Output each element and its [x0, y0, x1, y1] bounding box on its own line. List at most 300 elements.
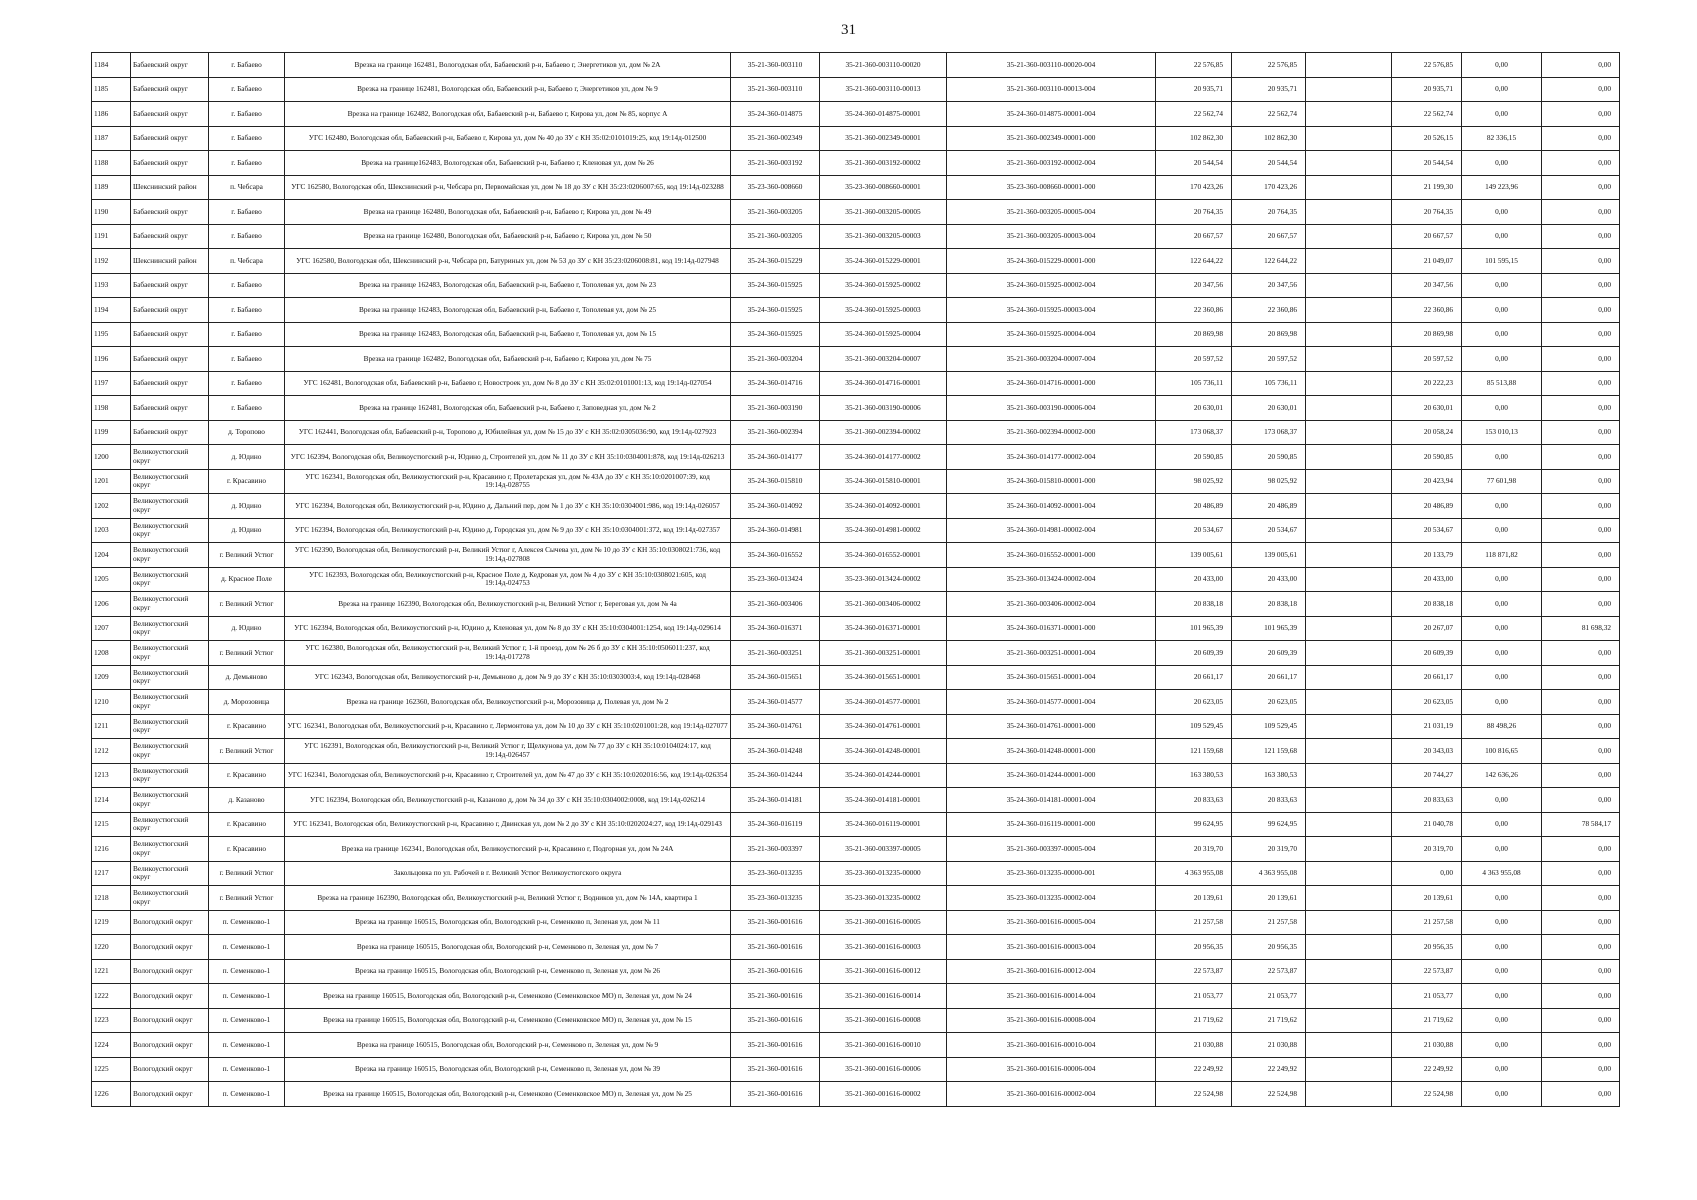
amount-total-cell: 20 764,35: [1156, 200, 1232, 225]
amount-year-3-cell: 0,00: [1542, 420, 1620, 445]
row-number-cell: 1204: [92, 543, 131, 568]
district-cell: Великоустюгский округ: [131, 812, 209, 837]
object-code-cell: 35-24-360-014181: [731, 788, 820, 813]
subobject-code-cell: 35-24-360-014181-00001: [820, 788, 947, 813]
district-cell: Бабаевский округ: [131, 224, 209, 249]
amount-year-2-cell: 0,00: [1462, 347, 1542, 372]
table-row: [92, 420, 1620, 445]
table-row: [92, 224, 1620, 249]
amount-total-cell: 20 869,98: [1156, 322, 1232, 347]
element-code-cell: 35-21-360-003192-00002-004: [947, 151, 1156, 176]
object-address-cell: Врезка на границе 160515, Вологодская обл, Вологодский р-н, Семенково (Семенковское МО) п, Зеленая ул, дом № 24: [285, 984, 731, 1009]
amount-plan-cell: 122 644,22: [1232, 249, 1306, 274]
district-cell: Бабаевский округ: [131, 126, 209, 151]
amount-total-cell: 22 360,86: [1156, 298, 1232, 323]
table-row: [92, 567, 1620, 592]
district-cell: Вологодский округ: [131, 1008, 209, 1033]
amount-year-1-cell: 20 956,35: [1392, 935, 1462, 960]
amount-total-cell: 22 249,92: [1156, 1057, 1232, 1082]
amount-year-2-cell: 0,00: [1462, 445, 1542, 470]
amount-total-cell: 20 319,70: [1156, 837, 1232, 862]
amount-plan-cell: 22 249,92: [1232, 1057, 1306, 1082]
object-code-cell: 35-21-360-001616: [731, 959, 820, 984]
object-address-cell: УГС 162343, Вологодская обл, Великоустюгский р-н, Демьяново д, дом № 9 до ЗУ с КН 35:10:0303003:4, код 19:14д-028468: [285, 665, 731, 690]
district-cell: Великоустюгский округ: [131, 763, 209, 788]
settlement-cell: г. Бабаево: [209, 322, 285, 347]
district-cell: Бабаевский округ: [131, 420, 209, 445]
amount-plan-cell: 20 838,18: [1232, 592, 1306, 617]
amount-total-cell: 20 544,54: [1156, 151, 1232, 176]
table-row: [92, 910, 1620, 935]
row-number-cell: 1220: [92, 935, 131, 960]
amount-year-3-cell: 0,00: [1542, 102, 1620, 127]
amount-year-3-cell: 0,00: [1542, 126, 1620, 151]
row-number-cell: 1218: [92, 886, 131, 911]
amount-blank-cell: [1306, 396, 1392, 421]
amount-year-2-cell: 142 636,26: [1462, 763, 1542, 788]
subobject-code-cell: 35-21-360-003204-00007: [820, 347, 947, 372]
table-row: [92, 469, 1620, 494]
subobject-code-cell: 35-24-360-016552-00001: [820, 543, 947, 568]
amount-year-1-cell: 22 524,98: [1392, 1082, 1462, 1107]
district-cell: Бабаевский округ: [131, 371, 209, 396]
amount-year-1-cell: 20 433,00: [1392, 567, 1462, 592]
amount-total-cell: 173 068,37: [1156, 420, 1232, 445]
amount-year-1-cell: 22 249,92: [1392, 1057, 1462, 1082]
amount-plan-cell: 21 053,77: [1232, 984, 1306, 1009]
amount-year-2-cell: 82 336,15: [1462, 126, 1542, 151]
amount-year-3-cell: 0,00: [1542, 739, 1620, 764]
amount-year-2-cell: 0,00: [1462, 273, 1542, 298]
amount-total-cell: 20 486,89: [1156, 494, 1232, 519]
settlement-cell: г. Бабаево: [209, 347, 285, 372]
district-cell: Великоустюгский округ: [131, 469, 209, 494]
amount-blank-cell: [1306, 77, 1392, 102]
row-number-cell: 1224: [92, 1033, 131, 1058]
amount-plan-cell: 163 380,53: [1232, 763, 1306, 788]
table-row: [92, 102, 1620, 127]
element-code-cell: 35-21-360-003205-00003-004: [947, 224, 1156, 249]
amount-total-cell: 20 661,17: [1156, 665, 1232, 690]
amount-year-2-cell: 4 363 955,08: [1462, 861, 1542, 886]
amount-blank-cell: [1306, 567, 1392, 592]
amount-plan-cell: 20 623,05: [1232, 690, 1306, 715]
amount-year-3-cell: 0,00: [1542, 200, 1620, 225]
object-address-cell: УГС 162441, Вологодская обл, Бабаевский р-н, Торопово д, Юбилейная ул, дом № 15 до ЗУ с КН 35:02:0305036:90, код 19:14д-027923: [285, 420, 731, 445]
amount-total-cell: 20 956,35: [1156, 935, 1232, 960]
object-address-cell: Врезка на границе 162481, Вологодская обл, Бабаевский р-н, Бабаево г, Энергетиков ул, дом № 2А: [285, 53, 731, 78]
row-number-cell: 1226: [92, 1082, 131, 1107]
amount-year-2-cell: 0,00: [1462, 935, 1542, 960]
district-cell: Бабаевский округ: [131, 347, 209, 372]
settlement-cell: д. Демьяново: [209, 665, 285, 690]
element-code-cell: 35-24-360-014761-00001-000: [947, 714, 1156, 739]
amount-blank-cell: [1306, 714, 1392, 739]
object-address-cell: Врезка на границе 162483, Вологодская обл, Бабаевский р-н, Бабаево г, Тополевая ул, дом № 25: [285, 298, 731, 323]
amount-year-1-cell: 20 764,35: [1392, 200, 1462, 225]
object-address-cell: УГС 162394, Вологодская обл, Великоустюгский р-н, Юдино д, Строителей ул, дом № 11 до ЗУ с КН 35:10:0304001:878, код 19:14д-026213: [285, 445, 731, 470]
object-code-cell: 35-24-360-015925: [731, 322, 820, 347]
amount-blank-cell: [1306, 959, 1392, 984]
element-code-cell: 35-21-360-001616-00012-004: [947, 959, 1156, 984]
amount-blank-cell: [1306, 175, 1392, 200]
element-code-cell: 35-21-360-003406-00002-004: [947, 592, 1156, 617]
amount-year-3-cell: 0,00: [1542, 469, 1620, 494]
element-code-cell: 35-24-360-014981-00002-004: [947, 518, 1156, 543]
row-number-cell: 1198: [92, 396, 131, 421]
district-cell: Великоустюгский округ: [131, 641, 209, 666]
subobject-code-cell: 35-21-360-003110-00020: [820, 53, 947, 78]
district-cell: Бабаевский округ: [131, 396, 209, 421]
subobject-code-cell: 35-21-360-002394-00002: [820, 420, 947, 445]
amount-year-3-cell: 0,00: [1542, 175, 1620, 200]
amount-year-2-cell: 149 223,96: [1462, 175, 1542, 200]
object-address-cell: Закольцовка по ул. Рабочей в г. Великий Устюг Великоустюгского округа: [285, 861, 731, 886]
amount-total-cell: 121 159,68: [1156, 739, 1232, 764]
settlement-cell: г. Бабаево: [209, 371, 285, 396]
amount-plan-cell: 20 544,54: [1232, 151, 1306, 176]
district-cell: Бабаевский округ: [131, 273, 209, 298]
amount-year-2-cell: 0,00: [1462, 77, 1542, 102]
district-cell: Великоустюгский округ: [131, 837, 209, 862]
row-number-cell: 1223: [92, 1008, 131, 1033]
row-number-cell: 1200: [92, 445, 131, 470]
amount-plan-cell: 20 956,35: [1232, 935, 1306, 960]
element-code-cell: 35-24-360-014177-00002-004: [947, 445, 1156, 470]
subobject-code-cell: 35-21-360-001616-00014: [820, 984, 947, 1009]
object-code-cell: 35-24-360-015651: [731, 665, 820, 690]
object-code-cell: 35-21-360-001616: [731, 935, 820, 960]
amount-year-1-cell: 21 030,88: [1392, 1033, 1462, 1058]
amount-year-1-cell: 21 031,19: [1392, 714, 1462, 739]
amount-total-cell: 20 534,67: [1156, 518, 1232, 543]
district-cell: Великоустюгский округ: [131, 494, 209, 519]
amount-year-2-cell: 0,00: [1462, 984, 1542, 1009]
element-code-cell: 35-23-360-013424-00002-004: [947, 567, 1156, 592]
table-row: [92, 861, 1620, 886]
row-number-cell: 1201: [92, 469, 131, 494]
amount-year-1-cell: 20 423,94: [1392, 469, 1462, 494]
amount-blank-cell: [1306, 494, 1392, 519]
district-cell: Вологодский округ: [131, 1033, 209, 1058]
table-row: [92, 151, 1620, 176]
amount-year-3-cell: 0,00: [1542, 886, 1620, 911]
amount-year-1-cell: 20 486,89: [1392, 494, 1462, 519]
element-code-cell: 35-21-360-002394-00002-000: [947, 420, 1156, 445]
row-number-cell: 1197: [92, 371, 131, 396]
object-code-cell: 35-24-360-016552: [731, 543, 820, 568]
amount-year-2-cell: 118 871,82: [1462, 543, 1542, 568]
table-row: [92, 763, 1620, 788]
subobject-code-cell: 35-24-360-014244-00001: [820, 763, 947, 788]
amount-year-1-cell: 21 199,30: [1392, 175, 1462, 200]
settlement-cell: д. Морозовица: [209, 690, 285, 715]
object-code-cell: 35-23-360-013424: [731, 567, 820, 592]
amount-year-1-cell: 21 049,07: [1392, 249, 1462, 274]
element-code-cell: 35-24-360-015229-00001-000: [947, 249, 1156, 274]
subobject-code-cell: 35-21-360-003397-00005: [820, 837, 947, 862]
amount-total-cell: 20 597,52: [1156, 347, 1232, 372]
row-number-cell: 1207: [92, 616, 131, 641]
amount-blank-cell: [1306, 616, 1392, 641]
amount-year-3-cell: 0,00: [1542, 224, 1620, 249]
settlement-cell: д. Казаново: [209, 788, 285, 813]
amount-year-2-cell: 0,00: [1462, 518, 1542, 543]
amount-plan-cell: 109 529,45: [1232, 714, 1306, 739]
subobject-code-cell: 35-23-360-013424-00002: [820, 567, 947, 592]
settlement-cell: п. Семенково-1: [209, 910, 285, 935]
amount-year-3-cell: 0,00: [1542, 298, 1620, 323]
amount-year-3-cell: 0,00: [1542, 984, 1620, 1009]
object-address-cell: Врезка на границе 162480, Вологодская обл, Бабаевский р-н, Бабаево г, Кирова ул, дом № 50: [285, 224, 731, 249]
table-row: [92, 1008, 1620, 1033]
settlement-cell: г. Бабаево: [209, 151, 285, 176]
object-address-cell: УГС 162391, Вологодская обл, Великоустюгский р-н, Великий Устюг г, Щелкунова ул, дом № 77 до ЗУ с КН 35:10:0104024:17, код 19:14д-026457: [285, 739, 731, 764]
settlement-cell: п. Семенково-1: [209, 984, 285, 1009]
district-cell: Вологодский округ: [131, 959, 209, 984]
amount-total-cell: 139 005,61: [1156, 543, 1232, 568]
amount-year-2-cell: 101 595,15: [1462, 249, 1542, 274]
object-address-cell: УГС 162580, Вологодская обл, Шекснинский р-н, Чебсара рп, Батуриных ул, дом № 53 до ЗУ с КН 35:23:0206008:81, код 19:14д-027948: [285, 249, 731, 274]
amount-year-2-cell: 0,00: [1462, 886, 1542, 911]
settlement-cell: д. Торопово: [209, 420, 285, 445]
settlement-cell: г. Красавино: [209, 837, 285, 862]
subobject-code-cell: 35-24-360-014248-00001: [820, 739, 947, 764]
object-code-cell: 35-21-360-003397: [731, 837, 820, 862]
amount-year-3-cell: 0,00: [1542, 592, 1620, 617]
district-cell: Великоустюгский округ: [131, 690, 209, 715]
object-code-cell: 35-21-360-003406: [731, 592, 820, 617]
amount-plan-cell: 20 347,56: [1232, 273, 1306, 298]
element-code-cell: 35-24-360-015925-00002-004: [947, 273, 1156, 298]
amount-year-1-cell: 20 833,63: [1392, 788, 1462, 813]
object-code-cell: 35-23-360-013235: [731, 861, 820, 886]
amount-blank-cell: [1306, 1008, 1392, 1033]
amount-total-cell: 170 423,26: [1156, 175, 1232, 200]
settlement-cell: г. Бабаево: [209, 200, 285, 225]
amount-year-3-cell: 0,00: [1542, 445, 1620, 470]
object-code-cell: 35-24-360-016371: [731, 616, 820, 641]
amount-year-3-cell: 0,00: [1542, 1057, 1620, 1082]
amount-blank-cell: [1306, 861, 1392, 886]
subobject-code-cell: 35-21-360-003406-00002: [820, 592, 947, 617]
settlement-cell: д. Юдино: [209, 518, 285, 543]
object-code-cell: 35-21-360-003205: [731, 224, 820, 249]
amount-total-cell: 20 590,85: [1156, 445, 1232, 470]
settlement-cell: г. Бабаево: [209, 224, 285, 249]
element-code-cell: 35-21-360-001616-00006-004: [947, 1057, 1156, 1082]
table-row: [92, 1082, 1620, 1107]
object-code-cell: 35-24-360-014875: [731, 102, 820, 127]
subobject-code-cell: 35-24-360-014981-00002: [820, 518, 947, 543]
amount-blank-cell: [1306, 984, 1392, 1009]
subobject-code-cell: 35-24-360-016371-00001: [820, 616, 947, 641]
settlement-cell: д. Юдино: [209, 445, 285, 470]
amount-year-1-cell: 22 562,74: [1392, 102, 1462, 127]
district-cell: Шекснинский район: [131, 249, 209, 274]
amount-total-cell: 21 257,58: [1156, 910, 1232, 935]
amount-year-2-cell: 0,00: [1462, 494, 1542, 519]
amount-year-1-cell: 20 133,79: [1392, 543, 1462, 568]
amount-total-cell: 22 576,85: [1156, 53, 1232, 78]
amount-year-2-cell: 88 498,26: [1462, 714, 1542, 739]
amount-blank-cell: [1306, 445, 1392, 470]
subobject-code-cell: 35-24-360-015925-00004: [820, 322, 947, 347]
amount-year-3-cell: 0,00: [1542, 935, 1620, 960]
object-address-cell: Врезка на границе 162390, Вологодская обл, Великоустюгский р-н, Великий Устюг г, Водников ул, дом № 14А, квартира 1: [285, 886, 731, 911]
amount-year-2-cell: 0,00: [1462, 322, 1542, 347]
amount-plan-cell: 20 590,85: [1232, 445, 1306, 470]
district-cell: Великоустюгский округ: [131, 592, 209, 617]
subobject-code-cell: 35-24-360-014716-00001: [820, 371, 947, 396]
amount-total-cell: 22 524,98: [1156, 1082, 1232, 1107]
amount-plan-cell: 173 068,37: [1232, 420, 1306, 445]
object-code-cell: 35-21-360-003192: [731, 151, 820, 176]
object-code-cell: 35-23-360-013235: [731, 886, 820, 911]
amount-year-3-cell: 0,00: [1542, 273, 1620, 298]
amount-year-2-cell: 153 010,13: [1462, 420, 1542, 445]
object-code-cell: 35-21-360-003204: [731, 347, 820, 372]
amount-blank-cell: [1306, 347, 1392, 372]
object-address-cell: УГС 162394, Вологодская обл, Великоустюгский р-н, Юдино д, Дальний пер, дом № 1 до ЗУ с КН 35:10:0304001:986, код 19:14д-026057: [285, 494, 731, 519]
settlement-cell: д. Красное Поле: [209, 567, 285, 592]
amount-year-2-cell: 0,00: [1462, 837, 1542, 862]
object-address-cell: Врезка на границе 160515, Вологодская обл, Вологодский р-н, Семенково п, Зеленая ул, дом № 7: [285, 935, 731, 960]
settlement-cell: г. Великий Устюг: [209, 739, 285, 764]
amount-year-3-cell: 0,00: [1542, 494, 1620, 519]
table-row: [92, 298, 1620, 323]
district-cell: Великоустюгский округ: [131, 788, 209, 813]
amount-plan-cell: 20 534,67: [1232, 518, 1306, 543]
subobject-code-cell: 35-21-360-003205-00003: [820, 224, 947, 249]
amount-blank-cell: [1306, 469, 1392, 494]
object-code-cell: 35-24-360-014761: [731, 714, 820, 739]
amount-year-3-cell: 0,00: [1542, 53, 1620, 78]
amount-year-1-cell: 20 534,67: [1392, 518, 1462, 543]
row-number-cell: 1206: [92, 592, 131, 617]
subobject-code-cell: 35-21-360-003251-00001: [820, 641, 947, 666]
amount-blank-cell: [1306, 151, 1392, 176]
element-code-cell: 35-24-360-016119-00001-000: [947, 812, 1156, 837]
subobject-code-cell: 35-21-360-003205-00005: [820, 200, 947, 225]
page-number: 31: [841, 22, 856, 38]
table-row: [92, 812, 1620, 837]
element-code-cell: 35-21-360-003205-00005-004: [947, 200, 1156, 225]
amount-blank-cell: [1306, 420, 1392, 445]
element-code-cell: 35-24-360-014577-00001-004: [947, 690, 1156, 715]
row-number-cell: 1185: [92, 77, 131, 102]
object-address-cell: УГС 162341, Вологодская обл, Великоустюгский р-н, Красавино г, Лермонтова ул, дом № 10 до ЗУ с КН 35:10:0201001:28, код 19:14д-027077: [285, 714, 731, 739]
amount-plan-cell: 20 833,63: [1232, 788, 1306, 813]
amount-year-2-cell: 0,00: [1462, 665, 1542, 690]
amount-year-2-cell: 0,00: [1462, 224, 1542, 249]
object-code-cell: 35-24-360-016119: [731, 812, 820, 837]
amount-year-1-cell: 20 597,52: [1392, 347, 1462, 372]
amount-year-2-cell: 85 513,88: [1462, 371, 1542, 396]
element-code-cell: 35-24-360-015651-00001-004: [947, 665, 1156, 690]
settlement-cell: г. Великий Устюг: [209, 886, 285, 911]
amount-total-cell: 20 623,05: [1156, 690, 1232, 715]
row-number-cell: 1202: [92, 494, 131, 519]
element-code-cell: 35-24-360-016371-00001-000: [947, 616, 1156, 641]
settlement-cell: г. Великий Устюг: [209, 592, 285, 617]
amount-year-3-cell: 0,00: [1542, 77, 1620, 102]
subobject-code-cell: 35-21-360-003110-00013: [820, 77, 947, 102]
row-number-cell: 1188: [92, 151, 131, 176]
register-table: [91, 52, 1620, 1107]
row-number-cell: 1195: [92, 322, 131, 347]
amount-total-cell: 20 935,71: [1156, 77, 1232, 102]
subobject-code-cell: 35-24-360-014761-00001: [820, 714, 947, 739]
amount-blank-cell: [1306, 763, 1392, 788]
element-code-cell: 35-21-360-003110-00013-004: [947, 77, 1156, 102]
district-cell: Великоустюгский округ: [131, 886, 209, 911]
amount-total-cell: 21 030,88: [1156, 1033, 1232, 1058]
object-code-cell: 35-21-360-002349: [731, 126, 820, 151]
amount-blank-cell: [1306, 665, 1392, 690]
amount-year-1-cell: 21 719,62: [1392, 1008, 1462, 1033]
object-code-cell: 35-24-360-015925: [731, 273, 820, 298]
amount-plan-cell: 121 159,68: [1232, 739, 1306, 764]
amount-year-3-cell: 0,00: [1542, 861, 1620, 886]
amount-year-1-cell: 22 360,86: [1392, 298, 1462, 323]
amount-plan-cell: 22 573,87: [1232, 959, 1306, 984]
amount-year-1-cell: 20 139,61: [1392, 886, 1462, 911]
amount-plan-cell: 20 630,01: [1232, 396, 1306, 421]
row-number-cell: 1208: [92, 641, 131, 666]
amount-year-1-cell: 21 040,78: [1392, 812, 1462, 837]
object-address-cell: Врезка на границе 162360, Вологодская обл, Великоустюгский р-н, Морозовица д, Полевая ул, дом № 2: [285, 690, 731, 715]
amount-year-2-cell: 0,00: [1462, 788, 1542, 813]
object-code-cell: 35-21-360-003190: [731, 396, 820, 421]
settlement-cell: г. Бабаево: [209, 126, 285, 151]
settlement-cell: г. Бабаево: [209, 298, 285, 323]
amount-year-2-cell: 0,00: [1462, 616, 1542, 641]
table-row: [92, 175, 1620, 200]
amount-year-3-cell: 0,00: [1542, 763, 1620, 788]
district-cell: Великоустюгский округ: [131, 665, 209, 690]
amount-year-2-cell: 0,00: [1462, 959, 1542, 984]
settlement-cell: г. Бабаево: [209, 396, 285, 421]
element-code-cell: 35-21-360-003204-00007-004: [947, 347, 1156, 372]
amount-year-3-cell: 0,00: [1542, 1008, 1620, 1033]
amount-year-1-cell: 20 609,39: [1392, 641, 1462, 666]
amount-total-cell: 22 562,74: [1156, 102, 1232, 127]
element-code-cell: 35-21-360-001616-00008-004: [947, 1008, 1156, 1033]
row-number-cell: 1184: [92, 53, 131, 78]
subobject-code-cell: 35-21-360-001616-00010: [820, 1033, 947, 1058]
object-code-cell: 35-21-360-001616: [731, 910, 820, 935]
amount-year-2-cell: 0,00: [1462, 567, 1542, 592]
district-cell: Вологодский округ: [131, 910, 209, 935]
amount-plan-cell: 20 597,52: [1232, 347, 1306, 372]
table-row: [92, 1033, 1620, 1058]
row-number-cell: 1205: [92, 567, 131, 592]
settlement-cell: д. Юдино: [209, 494, 285, 519]
settlement-cell: п. Чебсара: [209, 175, 285, 200]
amount-blank-cell: [1306, 322, 1392, 347]
amount-year-2-cell: 0,00: [1462, 396, 1542, 421]
object-code-cell: 35-21-360-003110: [731, 77, 820, 102]
object-code-cell: 35-21-360-001616: [731, 1008, 820, 1033]
object-address-cell: УГС 162341, Вологодская обл, Великоустюгский р-н, Красавино г, Строителей ул, дом № 47 до ЗУ с КН 35:10:0202016:56, код 19:14д-026354: [285, 763, 731, 788]
amount-year-3-cell: 0,00: [1542, 959, 1620, 984]
object-code-cell: 35-23-360-008660: [731, 175, 820, 200]
subobject-code-cell: 35-24-360-014577-00001: [820, 690, 947, 715]
amount-blank-cell: [1306, 371, 1392, 396]
object-address-cell: УГС 162394, Вологодская обл, Великоустюгский р-н, Юдино д, Городская ул, дом № 9 до ЗУ с КН 35:10:0304001:372, код 19:14д-027357: [285, 518, 731, 543]
amount-total-cell: 99 624,95: [1156, 812, 1232, 837]
